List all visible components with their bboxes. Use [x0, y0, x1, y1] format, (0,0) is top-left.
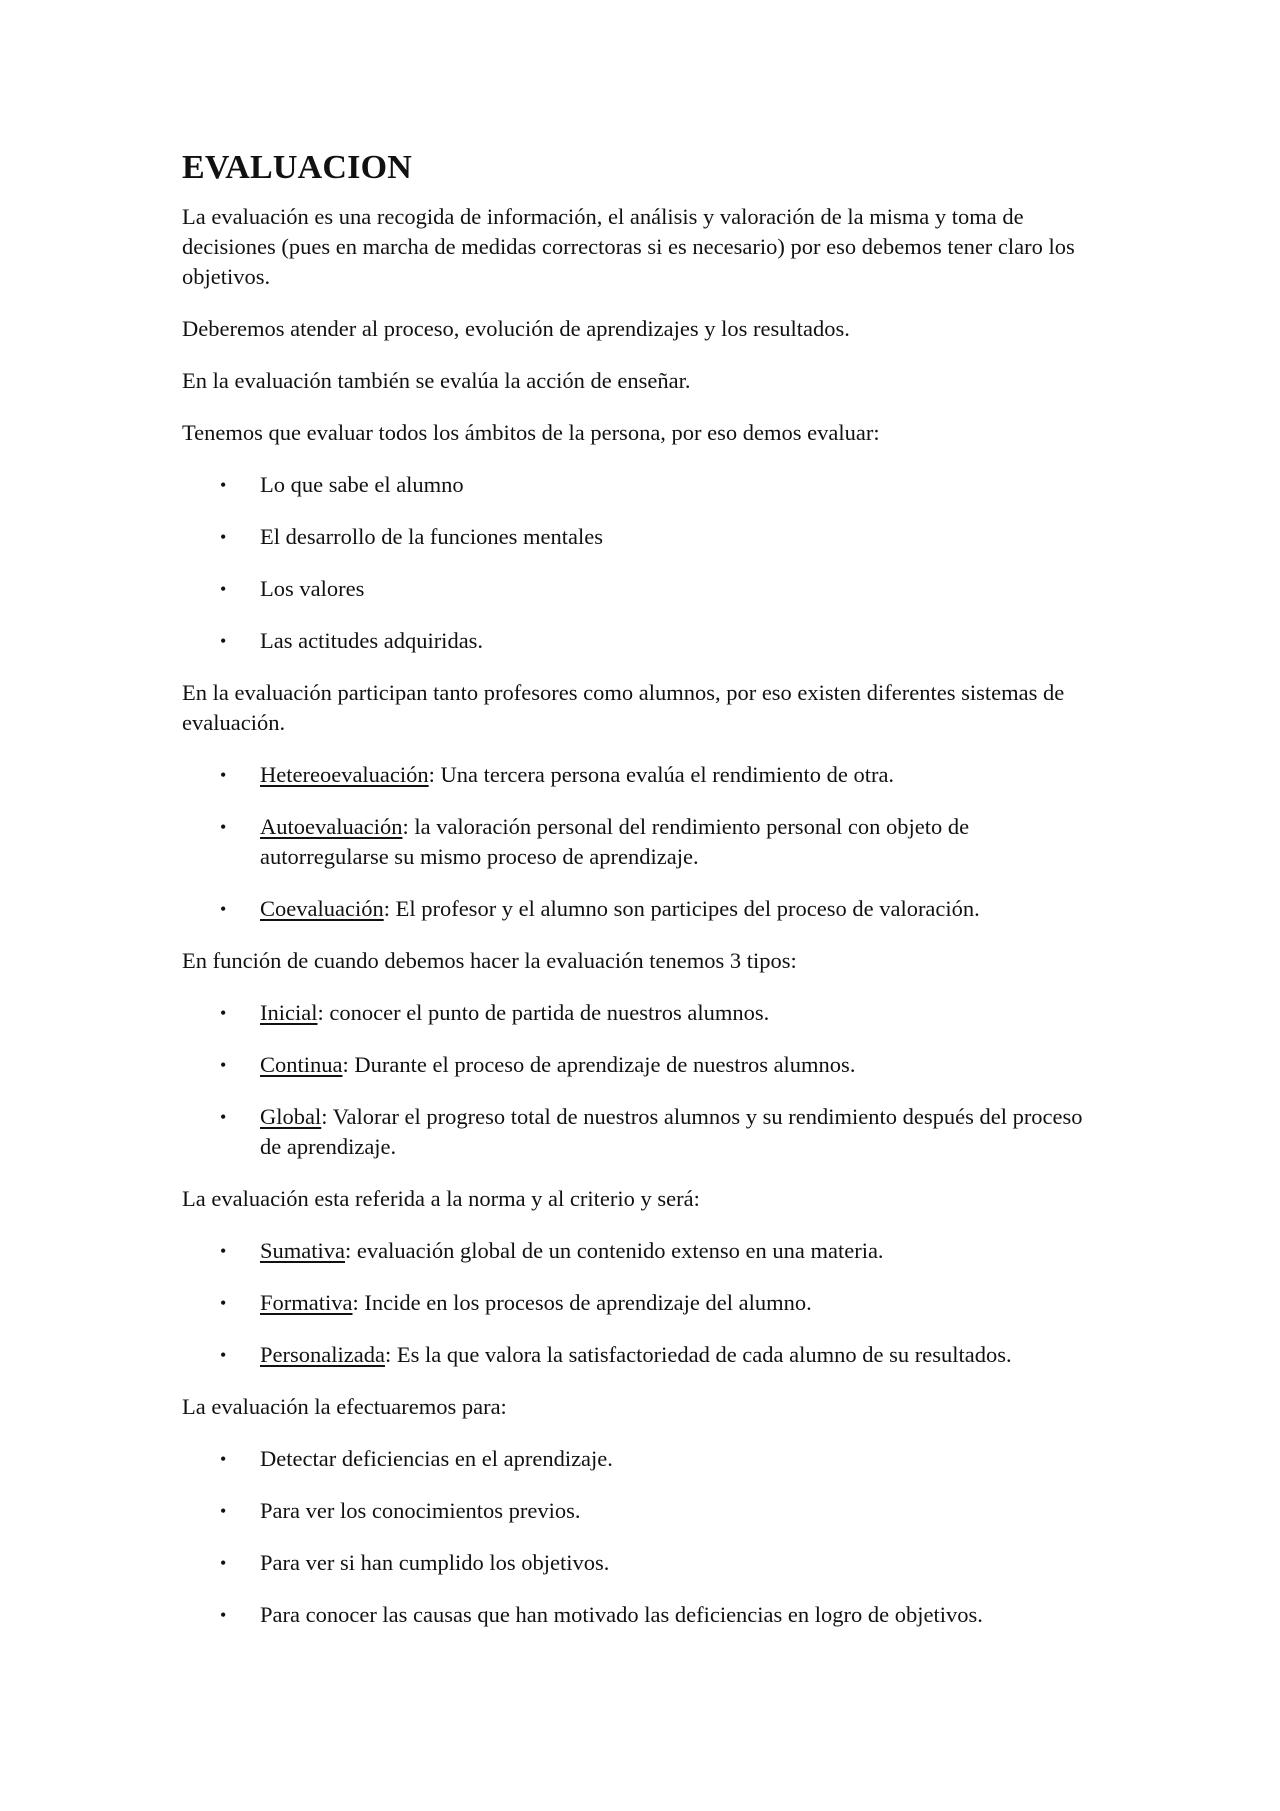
- list-item: [182, 894, 1102, 924]
- list-item-text: : El profesor y el alumno son participes del proceso de valoración.: [383, 896, 980, 921]
- document-title: EVALUACION: [182, 149, 412, 186]
- bullet-icon: •: [220, 1293, 227, 1313]
- list-item-term: Continua: [260, 1052, 343, 1077]
- list-item: [182, 1496, 1102, 1526]
- list-item-text: Lo que sabe el alumno: [260, 472, 464, 497]
- list-item: [182, 1236, 1102, 1266]
- bullet-icon: •: [220, 899, 227, 919]
- paragraph-process: Deberemos atender al proceso, evolución de aprendizajes y los resultados.: [182, 316, 850, 341]
- list-item-term: Personalizada: [260, 1342, 385, 1367]
- list-item-term: Hetereoevaluación: [260, 762, 429, 787]
- list-item-text: : conocer el punto de partida de nuestros alumnos.: [317, 1000, 770, 1025]
- bullet-icon: •: [220, 1449, 227, 1469]
- list-item: [182, 1548, 1102, 1578]
- list-purpose: [182, 1444, 1102, 1630]
- list-item: [182, 998, 1102, 1028]
- list-item-text: : Incide en los procesos de aprendizaje del alumno.: [352, 1290, 812, 1315]
- document-page: [182, 148, 1102, 1652]
- bullet-icon: •: [220, 579, 227, 599]
- list-areas: [182, 470, 1102, 656]
- list-item: [182, 1340, 1102, 1370]
- list-item: [182, 1050, 1102, 1080]
- bullet-icon: •: [220, 765, 227, 785]
- bullet-icon: •: [220, 631, 227, 651]
- list-item-text: : Una tercera persona evalúa el rendimiento de otra.: [428, 762, 895, 787]
- list-item: [182, 522, 1102, 552]
- list-item: [182, 812, 1102, 872]
- list-item-text: Detectar deficiencias en el aprendizaje.: [260, 1446, 613, 1471]
- list-item-term: Formativa: [260, 1290, 353, 1315]
- bullet-icon: •: [220, 1501, 227, 1521]
- list-item: [182, 574, 1102, 604]
- list-item: [182, 626, 1102, 656]
- list-item: [182, 760, 1102, 790]
- list-item: [182, 1102, 1102, 1162]
- bullet-icon: •: [220, 475, 227, 495]
- bullet-icon: •: [220, 1107, 227, 1127]
- list-systems: [182, 760, 1102, 924]
- list-item-text: : Valorar el progreso total de nuestros alumnos y su rendimiento después del proceso de aprendizaje.: [260, 1104, 1083, 1159]
- paragraph-purpose: La evaluación la efectuaremos para:: [182, 1394, 507, 1419]
- list-item-term: Autoevaluación: [260, 814, 403, 839]
- list-item-term: Sumativa: [260, 1238, 345, 1263]
- list-timing: [182, 998, 1102, 1162]
- list-item-term: Coevaluación: [260, 896, 384, 921]
- paragraph-criteria: La evaluación esta referida a la norma y al criterio y será:: [182, 1186, 700, 1211]
- list-item: [182, 1288, 1102, 1318]
- bullet-icon: •: [220, 1605, 227, 1625]
- list-item: [182, 1444, 1102, 1474]
- paragraph-participants: En la evaluación participan tanto profesores como alumnos, por eso existen diferentes sistemas de evaluación.: [182, 680, 1065, 735]
- list-item-text: : Durante el proceso de aprendizaje de nuestros alumnos.: [342, 1052, 856, 1077]
- bullet-icon: •: [220, 527, 227, 547]
- list-item-text: Los valores: [260, 576, 365, 601]
- list-item-text: El desarrollo de la funciones mentales: [260, 524, 604, 549]
- list-criteria: [182, 1236, 1102, 1370]
- list-item-text: : evaluación global de un contenido extenso en una materia.: [345, 1238, 884, 1263]
- bullet-icon: •: [220, 1055, 227, 1075]
- bullet-icon: •: [220, 1241, 227, 1261]
- list-item: [182, 470, 1102, 500]
- bullet-icon: •: [220, 817, 227, 837]
- paragraph-timing: En función de cuando debemos hacer la evaluación tenemos 3 tipos:: [182, 948, 797, 973]
- bullet-icon: •: [220, 1553, 227, 1573]
- paragraph-intro: La evaluación es una recogida de información, el análisis y valoración de la misma y toma de decisiones (pues en marcha de medidas correctoras si es necesario) por eso debemos tener claro los objetivos.: [182, 204, 1075, 289]
- list-item-term: Global: [260, 1104, 322, 1129]
- list-item-text: Para ver los conocimientos previos.: [260, 1498, 581, 1523]
- list-item-text: : la valoración personal del rendimiento personal con objeto de autorregularse su mismo proceso de aprendizaje.: [260, 814, 970, 869]
- paragraph-teaching: En la evaluación también se evalúa la acción de enseñar.: [182, 368, 691, 393]
- list-item-text: Para ver si han cumplido los objetivos.: [260, 1550, 610, 1575]
- list-item-text: : Es la que valora la satisfactoriedad de cada alumno de su resultados.: [384, 1342, 1012, 1367]
- list-item-text: Las actitudes adquiridas.: [260, 628, 484, 653]
- paragraph-areas: Tenemos que evaluar todos los ámbitos de la persona, por eso demos evaluar:: [182, 420, 880, 445]
- bullet-icon: •: [220, 1003, 227, 1023]
- list-item-text: Para conocer las causas que han motivado las deficiencias en logro de objetivos.: [260, 1602, 983, 1627]
- list-item-term: Inicial: [260, 1000, 318, 1025]
- list-item: [182, 1600, 1102, 1630]
- bullet-icon: •: [220, 1345, 227, 1365]
